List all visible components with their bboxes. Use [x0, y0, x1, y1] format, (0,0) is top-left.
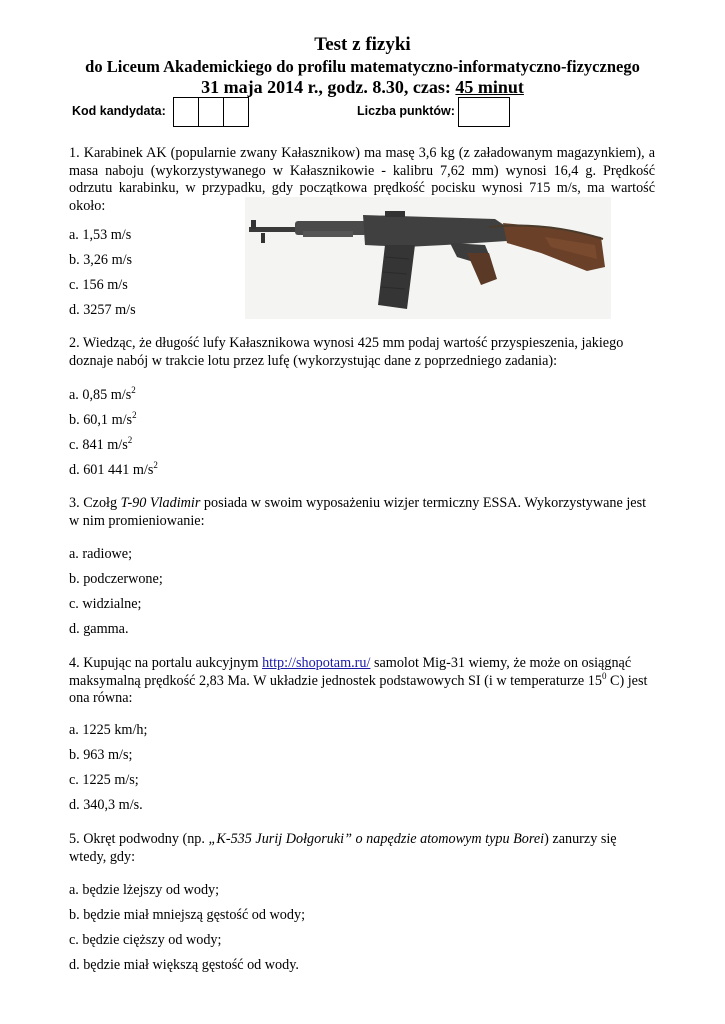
q5-text-before: 5. Okręt podwodny (np.: [69, 831, 209, 847]
liczba-punktow-box[interactable]: [458, 97, 510, 127]
answer-text: d. 601 441 m/s: [69, 462, 154, 478]
answer-text: c. 841 m/s: [69, 437, 128, 453]
exponent: 2: [127, 435, 133, 445]
question-4-answer-a: a. 1225 km/h;: [69, 722, 148, 738]
question-5-text: [69, 831, 655, 866]
question-2-answer-a: [69, 387, 136, 404]
page-subtitle: do Liceum Akademickiego do profilu matematyczno-informatyczno-fizycznego: [85, 57, 640, 76]
shopotam-link[interactable]: http://shopotam.ru/: [262, 655, 371, 671]
rifle-image: [245, 197, 611, 319]
kod-kandydata-boxes: [174, 97, 249, 127]
question-2-text: 2. Wiedząc, że długość lufy Kałasznikowa wynosi 425 mm podaj wartość przyspieszenia, jakiego doznaje nabój w trakcie lotu przez lufę (wykorzystując dane z poprzedniego zadania):: [69, 335, 624, 369]
exponent: 2: [153, 460, 158, 470]
q4-text-after: C) jest ona równa:: [69, 672, 648, 706]
question-1-answer-d: d. 3257 m/s: [69, 302, 136, 318]
exponent: 2: [132, 410, 137, 420]
date-text: 31 maja 2014 r., godz. 8.30, czas:: [201, 77, 456, 97]
exponent: 2: [131, 385, 136, 395]
question-1-answer-a: a. 1,53 m/s: [69, 227, 132, 243]
question-5-answer-c: c. będzie cięższy od wody;: [69, 932, 222, 948]
question-5-answer-d: d. będzie miał większą gęstość od wody.: [69, 957, 299, 973]
question-4-answer-b: b. 963 m/s;: [69, 747, 133, 763]
degree-superscript: 0: [601, 670, 607, 681]
q3-text-after: posiada w swoim wyposażeniu wizjer termiczny ESSA. Wykorzystywane jest w nim promieniowanie:: [69, 495, 647, 529]
kod-box[interactable]: [173, 97, 199, 127]
question-1-answer-b: b. 3,26 m/s: [69, 252, 133, 268]
question-2-answer-c: [69, 437, 132, 454]
question-3-answer-d: d. gamma.: [69, 621, 129, 637]
q3-text-before: 3. Czołg: [69, 495, 121, 511]
question-2-answer-b: [69, 412, 137, 429]
q4-text-before: 4. Kupując na portalu aukcyjnym: [69, 655, 263, 671]
question-3-answer-b: b. podczerwone;: [69, 571, 163, 587]
liczba-punktow-label: Liczba punktów:: [357, 104, 455, 118]
answer-text: b. 60,1 m/s: [69, 412, 133, 428]
question-1-text: 1. Karabinek AK (popularnie zwany Kałasznikow) ma masę 3,6 kg (z załadowanym magazynkiem), a masa naboju (wykorzystywanego w Kałasznikowie - kalibru 7,62 mm) wynosi 16,4 g. Prędkość odrzutu karabinku, w przypadku, gdy początkowa prędkość pocisku wynosi 715 m/s, ma wartość około:: [69, 145, 655, 214]
kod-box[interactable]: [223, 97, 249, 127]
date-line: [0, 77, 725, 98]
question-2-answer-d: [69, 462, 158, 479]
question-3-answer-a: a. radiowe;: [69, 546, 133, 562]
duration: 45 minut: [455, 77, 524, 97]
page-title: Test z fizyki: [314, 34, 411, 55]
q5-text-after: ) zanurzy się wtedy, gdy:: [69, 831, 617, 865]
answer-text: a. 0,85 m/s: [69, 387, 132, 403]
kod-kandydata-label: Kod kandydata:: [72, 104, 166, 118]
question-4-answer-d: d. 340,3 m/s.: [69, 797, 143, 813]
question-3-text: [69, 495, 655, 530]
kod-box[interactable]: [198, 97, 224, 127]
question-4-text: [69, 655, 655, 708]
question-5-answer-a: a. będzie lżejszy od wody;: [69, 882, 220, 898]
question-5-answer-b: b. będzie miał mniejszą gęstość od wody;: [69, 907, 306, 923]
question-3-answer-c: c. widzialne;: [69, 596, 142, 612]
q3-text-italic: T-90 Vladimir: [120, 495, 201, 511]
q4-text-middle: samolot Mig-31 wiemy, że może on osiągnąć maksymalną prędkość 2,83 Ma. W układzie jednostek podstawowych SI (i w temperaturze 15: [69, 655, 632, 689]
question-1-answer-c: c. 156 m/s: [69, 277, 128, 293]
q5-text-italic: „K-535 Jurij Dołgoruki” o napędzie atomowym typu Borei: [208, 831, 545, 847]
question-4-answer-c: c. 1225 m/s;: [69, 772, 139, 788]
